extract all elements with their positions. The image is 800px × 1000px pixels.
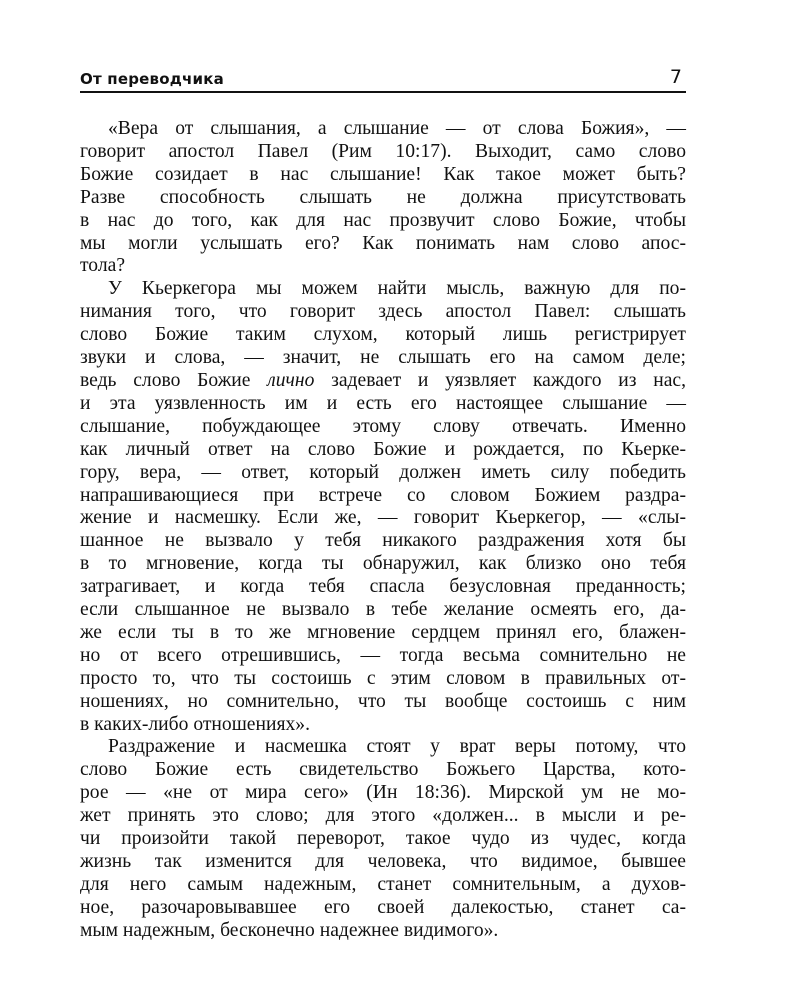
paragraph-2 (80, 278, 686, 736)
page-number: 7 (669, 66, 682, 88)
text-line: тола? (80, 255, 126, 277)
text-line: просто то, что ты состоишь с этим словом в правильных от- (80, 667, 686, 689)
text-line: ношениях, но сомнительно, что ты вообще состоишь с ним (80, 690, 686, 712)
text-line: если слышанное не вызвало в тебе желание осмеять его, да- (80, 599, 686, 621)
text-line: напрашивающиеся при встрече со словом Божием раздра- (80, 484, 686, 506)
text-line: чи произойти такой переворот, такое чудо из чудес, когда (80, 828, 686, 850)
text-line: Разве способность слышать не должна присутствовать (80, 186, 686, 208)
text-segment: задевает и уязвляет каждого из нас, (314, 369, 686, 391)
running-head (80, 62, 686, 93)
text-line: шанное не вызвало у тебя никакого раздражения хотя бы (80, 530, 686, 552)
text-line: и эта уязвленность им и есть его настоящее слышание — (80, 392, 686, 414)
text-line: мым надежным, бесконечно надежнее видимого». (80, 919, 499, 941)
text-line: слово Божие есть свидетельство Божьего Царства, кото- (80, 759, 686, 781)
text-line: жение и насмешку. Если же, — говорит Кьеркегор, — «слы- (80, 507, 686, 529)
text-line: мы могли услышать его? Как понимать нам слово апос- (80, 232, 686, 254)
text-line: звуки и слова, — значит, не слышать его на самом деле; (80, 347, 686, 369)
paragraph-3 (80, 736, 686, 942)
text-line: как личный ответ на слово Божие и рождается, по Кьерке- (80, 438, 686, 460)
emphasis: лично (267, 369, 315, 391)
text-line: жет принять это слово; для этого «должен... в мысли и ре- (80, 805, 686, 827)
text-line: рое — «не от мира сего» (Ин 18:36). Мирской ум не мо- (80, 782, 686, 804)
text-segment: ведь слово Божие (80, 369, 268, 391)
text-line: для него самым надежным, станет сомнительным, а духов- (80, 873, 686, 895)
text-line: У Кьеркегора мы можем найти мысль, важную для по- (108, 278, 686, 300)
text-line: нимания того, что говорит здесь апостол Павел: слышать (80, 301, 686, 323)
text-line: в нас до того, как для нас прозвучит слово Божие, чтобы (80, 209, 686, 231)
text-line: ное, разочаровывавшее его своей далекостью, станет са- (80, 896, 686, 918)
paragraph-1 (80, 118, 686, 278)
text-line: слово Божие таким слухом, который лишь регистрирует (80, 324, 686, 346)
text-line: но от всего отрешившись, — тогда весьма сомнительно не (80, 644, 686, 666)
book-page (80, 62, 686, 943)
text-line: гору, вера, — ответ, который должен иметь силу победить (80, 461, 686, 483)
text-line: «Вера от слышания, а слышание — от слова Божия», — (108, 118, 686, 139)
text-line: слышание, побуждающее этому слову отвечать. Именно (80, 415, 686, 437)
body-text (80, 118, 686, 943)
text-line: в то мгновение, когда ты обнаружил, как близко оно тебя (80, 553, 686, 575)
section-title: От переводчика (80, 70, 224, 88)
text-line: Раздражение и насмешка стоят у врат веры потому, что (108, 736, 686, 758)
text-line: же если ты в то же мгновение сердцем принял его, блажен- (80, 621, 686, 643)
text-line: затрагивает, и когда тебя спасла безусловная преданность; (80, 576, 686, 598)
text-line: жизнь так изменится для человека, что видимое, бывшее (80, 851, 686, 872)
text-line: в каких-либо отношениях». (80, 713, 310, 735)
text-line: говорит апостол Павел (Рим 10:17). Выходит, само слово (80, 140, 686, 162)
text-line-with-emphasis (80, 370, 686, 393)
text-line: Божие созидает в нас слышание! Как такое может быть? (80, 163, 686, 185)
